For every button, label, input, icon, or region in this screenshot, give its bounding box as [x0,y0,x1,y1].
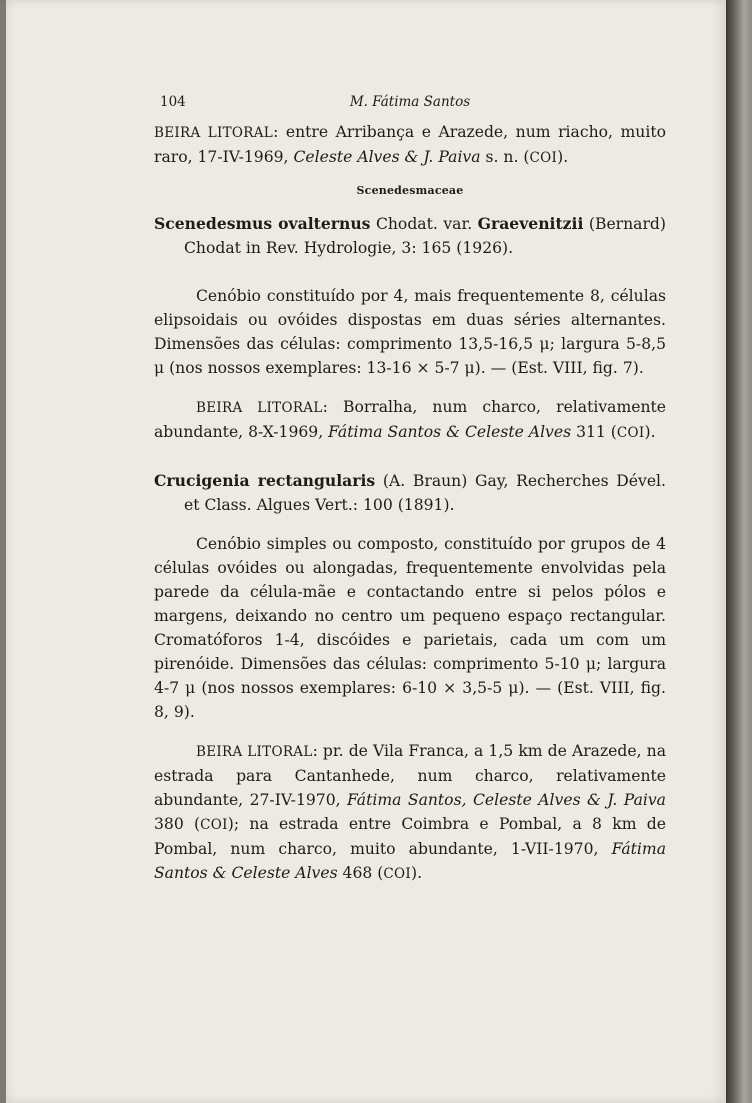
collectors: Celeste Alves & J. Paiva [293,148,481,166]
page-content [154,90,666,886]
collectors: Fátima Santos & Celeste Alves [154,840,666,882]
collectors: Fátima Santos & Celeste Alves [328,423,572,441]
page-number: 104 [160,94,186,110]
herbarium-code: COI [616,425,645,441]
locality-record-2: BEIRA LITORAL: Borralha, num charco, relativamente abundante, 8-X-1969, Fátima Santos & Celeste Alves 311 (COI). [154,398,667,441]
region-label: BEIRA LITORAL [196,400,323,416]
region-label: BEIRA LITORAL [196,744,313,760]
species-name: Crucigenia rectangularis [154,471,376,490]
herbarium-code: COI [529,150,558,166]
locality-record-1: BEIRA LITORAL: entre Arribança e Arazede, num riacho, muito raro, 17-IV-1969, Celeste Alves & J. Paiva s. n. (COI). [154,123,666,166]
running-title: M. Fátima Santos [349,94,471,110]
variety-name: Graevenitzii [477,214,584,233]
region-label: BEIRA LITORAL [154,125,274,141]
species-heading-1: Scenedesmus ovalternus Chodat. var. Graevenitzii (Bernard) Chodat in Rev. Hydrologie, 3: 165 (1926). [154,214,666,257]
species-name: Scenedesmus ovalternus [154,214,371,233]
collectors: Fátima Santos, Celeste Alves & J. Paiva [347,791,666,809]
species-description-2: Cenóbio simples ou composto, constituído por grupos de 4 células ovóides ou alongadas, frequentemente envolvidas pela parede da célula-mãe e contactando entre si pelos pólos e margens, deixando no centro um pequeno espaço rectangular. Cromatóforos 1-4, discóides e parietais, cada um com um pirenóide. Dimensões das células: comprimento 5-10 μ; largura 4-7 μ (nos nossos exemplares: 6-10 × 3,5-5 μ). — (Est. VIII, fig. 8, 9). [154,535,666,721]
page-header [154,90,666,120]
family-heading: Scenedesmaceae [356,184,464,197]
species-heading-2: Crucigenia rectangularis (A. Braun) Gay, Recherches Dével. et Class. Algues Vert.: 100 (1891). [154,471,667,514]
herbarium-code: COI [383,866,411,882]
herbarium-code: COI [200,817,228,833]
book-edge [726,0,752,1103]
locality-record-3: BEIRA LITORAL: pr. de Vila Franca, a 1,5 km de Arazede, na estrada para Cantanhede, num charco, relativamente abundante, 27-IV-1970, Fátima Santos, Celeste Alves & J. Paiva 380 (COI); na estrada entre Coimbra e Pombal, a 8 km de Pombal, num charco, muito abundante, 1-VII-1970, Fátima Santos & Celeste Alves 468 (COI). [154,742,666,882]
species-description-1: Cenóbio constituído por 4, mais frequentemente 8, células elipsoidais ou ovóides dispostas em duas séries alternantes. Dimensões das células: comprimento 13,5-16,5 μ; largura 5-8,5 μ (nos nossos exemplares: 13-16 × 5-7 μ). — (Est. VIII, fig. 7). [154,287,666,377]
